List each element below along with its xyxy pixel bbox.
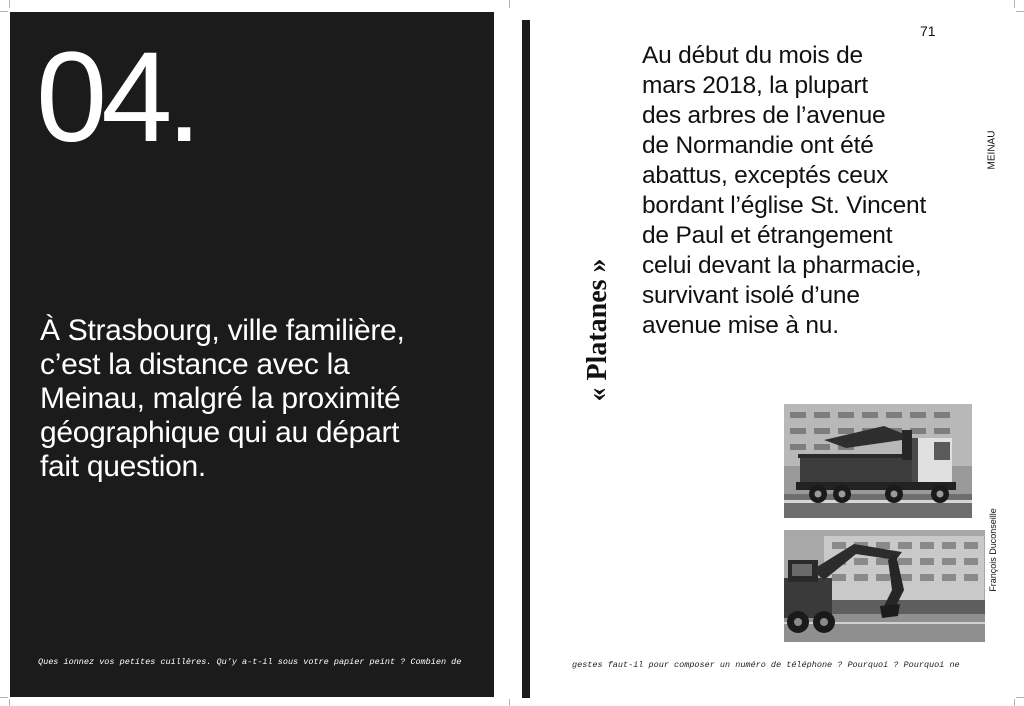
lead-line: celui devant la pharmacie, [642, 252, 922, 279]
lead-line: des arbres de l’avenue [642, 102, 886, 129]
lead-line: Meinau, malgré la proximité [40, 382, 401, 415]
photo-dump-truck [784, 404, 972, 518]
crop-mark [0, 697, 8, 698]
page-number: 71 [920, 23, 936, 39]
crop-mark [9, 699, 10, 706]
excavator-illustration [784, 530, 985, 642]
lead-line: bordant l’église St. Vincent [642, 192, 927, 219]
crop-mark [1016, 11, 1024, 12]
lead-line: mars 2018, la plupart [642, 72, 868, 99]
crop-mark [1016, 697, 1024, 698]
lead-line: fait question. [40, 450, 206, 483]
lead-line: À Strasbourg, ville familière, [40, 314, 405, 347]
left-lead-paragraph [40, 314, 480, 484]
lead-line: c’est la distance avec la [40, 348, 350, 381]
crop-mark [509, 699, 510, 706]
crop-mark [509, 0, 510, 8]
dump-truck-illustration [784, 404, 972, 518]
lead-line: géographique qui au départ [40, 416, 400, 449]
left-page [10, 12, 494, 697]
crop-mark [0, 11, 8, 12]
footer-text-left: Ques ionnez vos petites cuillères. Qu’y a-t-il sous votre papier peint ? Combien de [38, 657, 462, 667]
crop-mark [1014, 699, 1015, 706]
lead-line: de Normandie ont été [642, 132, 874, 159]
photo-credit: François Duconseille [988, 508, 998, 592]
crop-mark [9, 0, 10, 8]
lead-line: de Paul et étrangement [642, 222, 893, 249]
spine-strip [522, 20, 530, 698]
lead-line: abattus, exceptés ceux [642, 162, 889, 189]
lead-line: survivant isolé d’une [642, 282, 860, 309]
chapter-number: 04. [36, 26, 196, 169]
photo-excavator [784, 530, 985, 642]
running-head: MEINAU [986, 130, 998, 170]
footer-text-right: gestes faut-il pour composer un numéro de téléphone ? Pourquoi ? Pourquoi ne [572, 660, 960, 670]
lead-line: avenue mise à nu. [642, 312, 839, 339]
crop-mark [1014, 0, 1015, 8]
right-lead-paragraph [642, 41, 972, 341]
lead-line: Au début du mois de [642, 42, 863, 69]
article-title: « Platanes » [582, 258, 613, 402]
